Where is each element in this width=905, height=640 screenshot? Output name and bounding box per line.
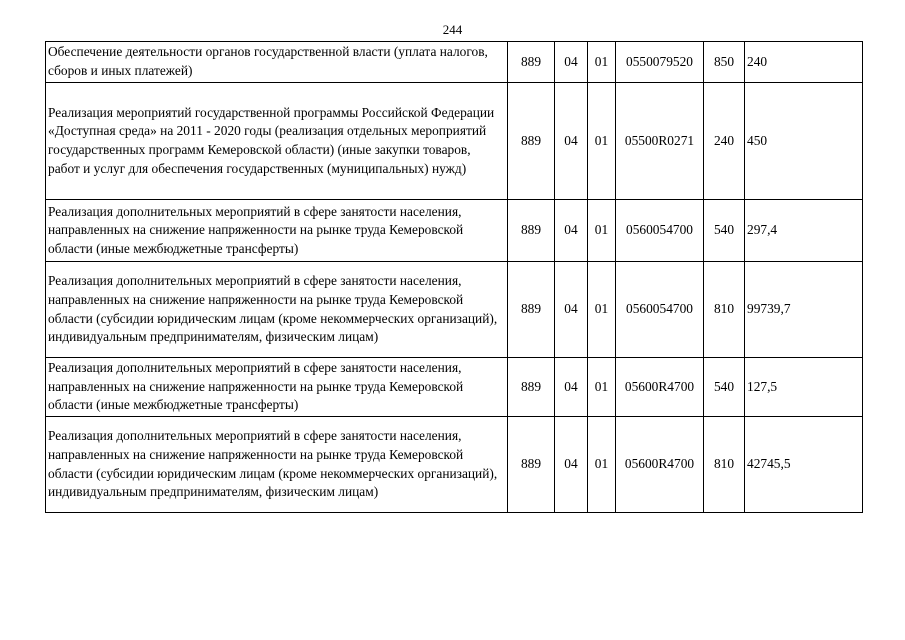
row-description: Реализация мероприятий государственной программы Российской Федерации «Доступная среда» на 2011 - 2020 годы (реализация отдельных мероприятий государственных программ Кемеровской области) (иные закупки товаров, работ и услуг для обеспечения государственных (муниципальных) нужд) — [46, 83, 508, 200]
row-target-article: 05600R4700 — [616, 358, 704, 417]
table-row — [46, 83, 863, 200]
row-section-code: 04 — [555, 42, 588, 83]
row-section-code: 04 — [555, 358, 588, 417]
row-amount: 240 — [745, 42, 863, 83]
row-description: Реализация дополнительных мероприятий в сфере занятости населения, направленных на снижение напряженности на рынке труда Кемеровской области (субсидии юридическим лицам (кроме некоммерческих организаций), индивидуальным предпринимателям, физическим лицам) — [46, 417, 508, 513]
row-grbs-code: 889 — [508, 83, 555, 200]
row-amount: 99739,7 — [745, 262, 863, 358]
row-target-article: 05500R0271 — [616, 83, 704, 200]
row-section-code: 04 — [555, 417, 588, 513]
row-target-article: 0560054700 — [616, 262, 704, 358]
row-subsection-code: 01 — [588, 42, 616, 83]
row-expense-type: 240 — [704, 83, 745, 200]
row-subsection-code: 01 — [588, 262, 616, 358]
row-amount: 127,5 — [745, 358, 863, 417]
table-row — [46, 358, 863, 417]
table-row — [46, 42, 863, 83]
row-grbs-code: 889 — [508, 358, 555, 417]
row-target-article: 0560054700 — [616, 200, 704, 262]
row-description: Реализация дополнительных мероприятий в сфере занятости населения, направленных на снижение напряженности на рынке труда Кемеровской области (иные межбюджетные трансферты) — [46, 200, 508, 262]
row-description: Реализация дополнительных мероприятий в сфере занятости населения, направленных на снижение напряженности на рынке труда Кемеровской области (субсидии юридическим лицам (кроме некоммерческих организаций), индивидуальным предпринимателям, физическим лицам) — [46, 262, 508, 358]
table-row — [46, 262, 863, 358]
row-subsection-code: 01 — [588, 83, 616, 200]
row-grbs-code: 889 — [508, 417, 555, 513]
row-section-code: 04 — [555, 200, 588, 262]
row-expense-type: 540 — [704, 200, 745, 262]
row-expense-type: 850 — [704, 42, 745, 83]
row-description: Обеспечение деятельности органов государственной власти (уплата налогов, сборов и иных платежей) — [46, 42, 508, 83]
row-section-code: 04 — [555, 83, 588, 200]
row-amount: 297,4 — [745, 200, 863, 262]
row-grbs-code: 889 — [508, 200, 555, 262]
row-expense-type: 540 — [704, 358, 745, 417]
row-subsection-code: 01 — [588, 417, 616, 513]
row-grbs-code: 889 — [508, 262, 555, 358]
budget-table — [45, 41, 863, 513]
row-expense-type: 810 — [704, 262, 745, 358]
row-amount: 450 — [745, 83, 863, 200]
row-target-article: 0550079520 — [616, 42, 704, 83]
row-subsection-code: 01 — [588, 358, 616, 417]
row-subsection-code: 01 — [588, 200, 616, 262]
row-section-code: 04 — [555, 262, 588, 358]
row-grbs-code: 889 — [508, 42, 555, 83]
row-description: Реализация дополнительных мероприятий в сфере занятости населения, направленных на снижение напряженности на рынке труда Кемеровской области (иные межбюджетные трансферты) — [46, 358, 508, 417]
page-number: 244 — [442, 22, 463, 37]
row-amount: 42745,5 — [745, 417, 863, 513]
row-target-article: 05600R4700 — [616, 417, 704, 513]
table-row — [46, 200, 863, 262]
row-expense-type: 810 — [704, 417, 745, 513]
table-row — [46, 417, 863, 513]
